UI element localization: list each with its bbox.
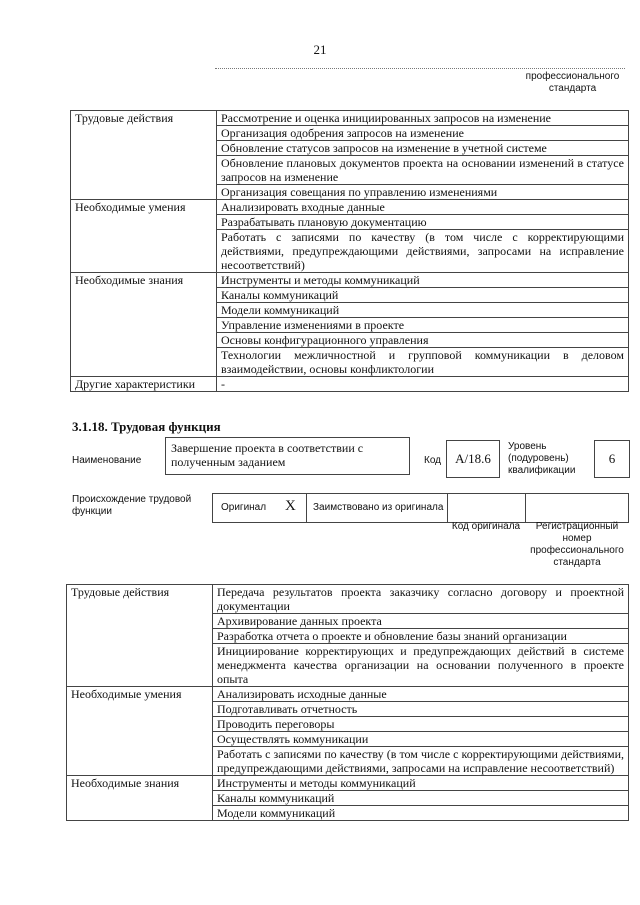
table-cell: Основы конфигурационного управления [217, 333, 629, 348]
original-label: Оригинал [221, 502, 267, 513]
row-label: Трудовые действия [71, 111, 217, 200]
table-cell: Обновление плановых документов проекта на основании изменений в статусе запросов на изменение [217, 156, 629, 185]
row-label: Необходимые умения [71, 200, 217, 273]
table-row [71, 200, 629, 215]
code-label: Код [424, 455, 442, 466]
page-number: 21 [313, 42, 327, 57]
origin-label: Происхождение трудовой функции [72, 494, 192, 517]
table-cell: Организация совещания по управлению изменениями [217, 185, 629, 200]
row-label: Необходимые знания [67, 776, 213, 821]
row-label: Другие характеристики [71, 377, 217, 392]
table-cell: - [217, 377, 629, 392]
table-cell: Осуществлять коммуникации [213, 732, 629, 747]
table-cell: Архивирование данных проекта [213, 614, 629, 629]
reg-number-caption: Регистрационный номер профессионального стандарта [530, 521, 624, 568]
table-cell: Инструменты и методы коммуникаций [213, 776, 629, 791]
table-row [71, 377, 629, 392]
borrowed-cell [306, 493, 448, 523]
level-label: Уровень (подуровень) квалификации [508, 441, 576, 476]
level-value: 6 [608, 451, 616, 466]
table-cell: Каналы коммуникаций [217, 288, 629, 303]
table-row [71, 273, 629, 288]
borrowed-label: Заимствовано из оригинала [313, 502, 444, 513]
row-label: Необходимые знания [71, 273, 217, 377]
table-row [67, 585, 629, 614]
table-cell: Инструменты и методы коммуникаций [217, 273, 629, 288]
header-note [520, 71, 625, 95]
table-cell: Модели коммуникаций [217, 303, 629, 318]
table-cell: Анализировать исходные данные [213, 687, 629, 702]
reg-number-cell [525, 493, 629, 523]
table-cell: Рассмотрение и оценка инициированных запросов на изменение [217, 111, 629, 126]
code-value: A/18.6 [455, 451, 491, 466]
table-row [67, 776, 629, 791]
name-label: Наименование [72, 455, 142, 466]
table-cell: Обновление статусов запросов на изменение в учетной системе [217, 141, 629, 156]
header-note-line: стандарта [548, 83, 597, 94]
row-label: Необходимые умения [67, 687, 213, 776]
table-cell: Подготавливать отчетность [213, 702, 629, 717]
table-row [67, 687, 629, 702]
table-cell: Модели коммуникаций [213, 806, 629, 821]
row-label: Трудовые действия [67, 585, 213, 687]
table-row [71, 111, 629, 126]
header-note-line: профессионального [525, 71, 620, 82]
section-title: 3.1.18. Трудовая функция [72, 419, 221, 434]
table-cell: Анализировать входные данные [217, 200, 629, 215]
table-cell: Разработка отчета о проекте и обновление базы знаний организации [213, 629, 629, 644]
original-mark: X [285, 498, 296, 514]
table-cell: Проводить переговоры [213, 717, 629, 732]
level-box [594, 440, 630, 478]
header-rule [215, 68, 625, 69]
table-cell: Технологии межличностной и групповой коммуникации в деловом взаимодействии, основы конфликтологии [217, 348, 629, 377]
table-cell: Управление изменениями в проекте [217, 318, 629, 333]
table-cell: Передача результатов проекта заказчику согласно договору и проектной документации [213, 585, 629, 614]
table-work-function-17 [70, 110, 629, 392]
code-original-caption: Код оригинала [451, 521, 521, 532]
table-work-function-18 [66, 584, 629, 821]
code-box [446, 440, 500, 478]
table-cell: Инициирование корректирующих и предупреждающих действий в системе менеджмента качества организации на основании полученного в проекте опыта [213, 644, 629, 687]
code-original-cell [447, 493, 526, 523]
original-cell [212, 493, 307, 523]
function-name-box [165, 437, 410, 475]
table-cell: Организация одобрения запросов на изменение [217, 126, 629, 141]
table-cell: Работать с записями по качеству (в том числе с корректирующими действиями, предупреждающими действиями, запросами на исправление несоответствий) [217, 230, 629, 273]
function-name: Завершение проекта в соответствии с полученным заданием [171, 441, 364, 469]
table-cell: Работать с записями по качеству (в том числе с корректирующими действиями, предупреждающими действиями, запросами на исправление несоответствий) [213, 747, 629, 776]
table-cell: Каналы коммуникаций [213, 791, 629, 806]
table-cell: Разрабатывать плановую документацию [217, 215, 629, 230]
